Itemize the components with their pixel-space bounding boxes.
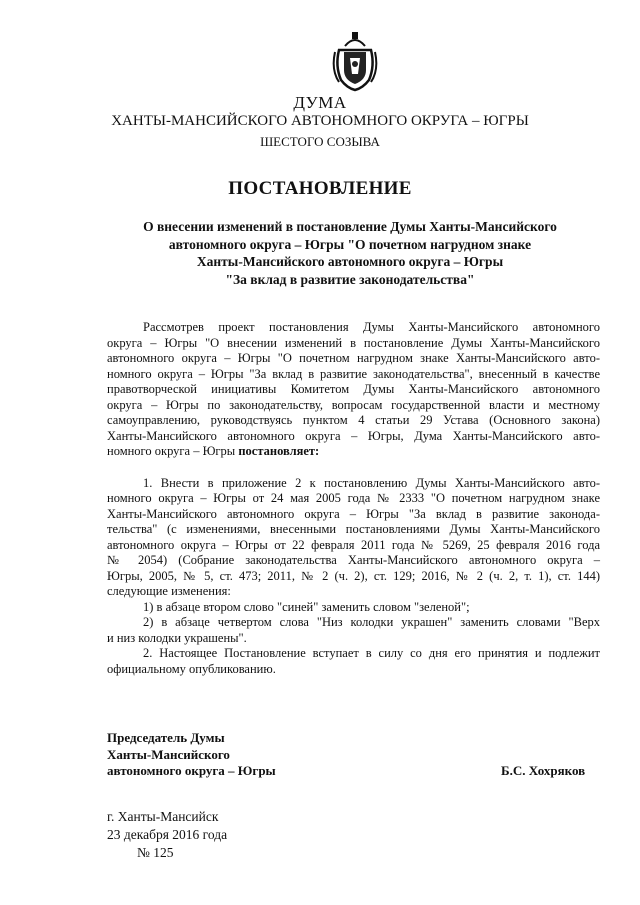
signatory-position: Ханты-Мансийского: [107, 746, 230, 762]
organization-name: ДУМА: [293, 93, 347, 112]
preamble-paragraph: [107, 320, 600, 460]
convocation: ШЕСТОГО СОЗЫВА: [260, 134, 380, 149]
text-line: номного округа – Югры от 24 мая 2005 года № 2333 "О почетном нагрудном знаке: [107, 491, 600, 505]
signatory-position: Председатель Думы: [107, 730, 225, 745]
signatory-name: Б.С. Хохряков: [501, 763, 586, 778]
coat-of-arms-icon: [331, 30, 379, 92]
place-date-block: [107, 808, 227, 862]
text-line: Ханты-Мансийского автономного округа – Югры, Дума Ханты-Мансийского авто-: [107, 428, 600, 443]
subitem-1: 1) в абзаце втором слово "синей" заменить словом "зеленой";: [143, 599, 470, 614]
subject-line: "За вклад в развитие законодательства": [225, 271, 475, 287]
subject-line: О внесении изменений в постановление Думы Ханты-Мансийского: [143, 219, 557, 234]
text-line: [107, 444, 600, 460]
text-line: автономного округа – Югры от 22 февраля 2011 года № 5269, 25 февраля 2016 года: [107, 537, 600, 552]
item-1-paragraph: [107, 476, 600, 678]
text-line: № 2054) (Собрание законодательства Ханты-Мансийского автономного округа –: [107, 553, 600, 567]
document-type: ПОСТАНОВЛЕНИЕ: [228, 178, 412, 199]
text-line: тельства" (с изменениями, внесенными постановлениями Думы Ханты-Мансийского: [107, 522, 600, 536]
text-line: и низ колодки украшены".: [107, 630, 247, 645]
text-line: 1. Внести в приложение 2 к постановлению Думы Ханты-Мансийского авто-: [143, 475, 600, 490]
text-line: округа – Югры по законодательству, вопросам государственной власти и местному: [107, 397, 600, 412]
text-line: самоуправлению, руководствуясь пунктом 4 статьи 29 Устава (Основного закона): [107, 413, 600, 427]
text-line: автономного округа – Югры "О почетном нагрудном знаке Ханты-Мансийского авто-: [107, 351, 600, 365]
text-line: номного округа – Югры "За вклад в развитие законодательства", внесенный в качестве: [107, 366, 600, 381]
signatory-position: автономного округа – Югры: [107, 763, 276, 778]
text-line: номного округа – Югры: [107, 444, 239, 458]
text-line: округа – Югры "О внесении изменений в постановление Думы Ханты-Мансийского: [107, 335, 600, 350]
item-2: 2. Настоящее Постановление вступает в силу со дня его принятия и подлежит: [143, 646, 600, 660]
document-subject: [60, 218, 640, 288]
place: г. Ханты-Мансийск: [107, 809, 219, 824]
date: 23 декабря 2016 года: [107, 827, 228, 842]
subitem-2: 2) в абзаце четвертом слова "Низ колодки украшен" заменить словами "Верх: [143, 615, 600, 629]
text-line: следующие изменения:: [107, 584, 231, 598]
text-line: Ханты-Мансийского автономного округа – Югры "За вклад в развитие законода-: [107, 506, 600, 521]
subject-line: Ханты-Мансийского автономного округа – Югры: [196, 254, 504, 269]
document-body: [107, 320, 600, 677]
text-line: Рассмотрев проект постановления Думы Ханты-Мансийского автономного: [143, 320, 600, 334]
region-name: ХАНТЫ-МАНСИЙСКОГО АВТОНОМНОГО ОКРУГА – ЮГРЫ: [111, 113, 529, 129]
resolves-keyword: постановляет:: [238, 444, 320, 458]
text-line: правотворческой инициативы Комитетом Думы Ханты-Мансийского автономного: [107, 382, 600, 396]
document-number: № 125: [137, 845, 174, 860]
text-line: Югры, 2005, № 5, ст. 473; 2011, № 2 (ч. 2), ст. 129; 2016, № 2 (ч. 2, т. 1), ст. 144): [107, 568, 600, 583]
text-line: официальному опубликованию.: [107, 661, 276, 676]
subject-line: автономного округа – Югры "О почетном нагрудном знаке: [168, 236, 532, 252]
